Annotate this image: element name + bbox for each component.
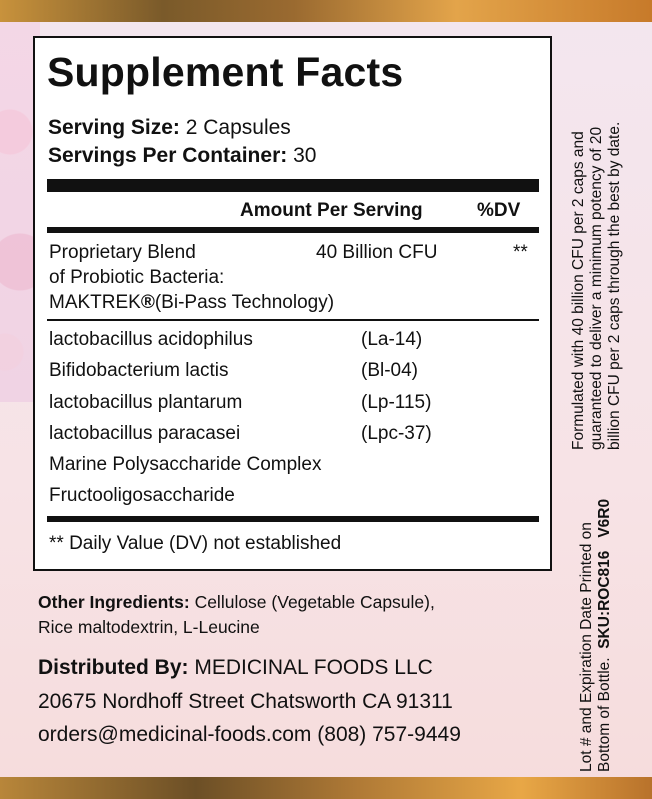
other-ingredients-text-2: Rice maltodextrin, L-Leucine xyxy=(38,617,260,638)
ingredient-code: (Bl-04) xyxy=(361,360,419,381)
ingredient-code: (Lpc-37) xyxy=(361,423,432,444)
blend-line-2: of Probiotic Bacteria: xyxy=(49,267,225,288)
distributor-phone: (808) 757-9449 xyxy=(317,723,461,746)
blend-line-3 xyxy=(49,293,334,314)
blend-amount: 40 Billion CFU xyxy=(316,242,438,263)
distributor-email: orders@medicinal-foods.com xyxy=(38,723,312,746)
top-gold-band xyxy=(0,0,652,22)
bottom-gold-band xyxy=(0,777,652,799)
brand-name: MAKTREK xyxy=(49,292,141,313)
other-ingredients-text: Cellulose (Vegetable Capsule), xyxy=(194,592,435,612)
divider-medium xyxy=(47,227,539,233)
other-ingredients-label: Other Ingredients: xyxy=(38,592,190,612)
potency-line: billion CFU per 2 caps through the best by date. xyxy=(605,121,623,450)
servings-per-container xyxy=(48,144,316,167)
ingredient-name: Marine Polysaccharide Complex xyxy=(49,454,322,475)
distributor-label: Distributed By: xyxy=(38,656,189,679)
lot-line xyxy=(596,499,614,772)
potency-line: guaranteed to deliver a minimum potency of 20 xyxy=(587,126,605,450)
potency-statement xyxy=(570,122,623,450)
sku-code: SKU:ROC816 xyxy=(595,550,613,649)
serving-size xyxy=(48,116,291,139)
servings-value: 30 xyxy=(293,144,317,167)
amount-header: Amount Per Serving xyxy=(240,200,423,221)
ingredient-code: (La-14) xyxy=(361,329,423,350)
supplement-facts-panel xyxy=(33,36,552,571)
distributor-contact xyxy=(38,723,461,746)
servings-label: Servings Per Container: xyxy=(48,144,288,167)
ingredient-name: Fructooligosaccharide xyxy=(49,485,235,506)
ingredient-name: lactobacillus paracasei xyxy=(49,423,241,444)
lot-line-text: Bottom of Bottle. xyxy=(595,657,613,772)
lot-statement xyxy=(578,499,614,772)
ingredient-code: (Lp-115) xyxy=(361,392,432,413)
other-ingredients xyxy=(38,590,558,641)
registered-mark: ® xyxy=(140,292,155,313)
serving-size-label: Serving Size: xyxy=(48,116,180,139)
blend-dv: ** xyxy=(513,242,528,263)
distributor-address: 20675 Nordhoff Street Chatsworth CA 91311 xyxy=(38,690,453,713)
divider-medium xyxy=(47,516,539,522)
blend-line-1: Proprietary Blend xyxy=(49,242,196,263)
divider-thick xyxy=(47,179,539,192)
distributor-name: MEDICINAL FOODS LLC xyxy=(194,656,433,679)
ingredient-name: Bifidobacterium lactis xyxy=(49,360,229,381)
distributor-line xyxy=(38,656,433,679)
potency-line: Formulated with 40 billion CFU per 2 caps and xyxy=(570,131,587,450)
daily-value-footnote: ** Daily Value (DV) not established xyxy=(49,533,342,554)
divider-thin xyxy=(47,319,539,321)
serving-size-value: 2 Capsules xyxy=(185,116,291,139)
ingredient-name: lactobacillus plantarum xyxy=(49,392,243,413)
dv-header: %DV xyxy=(477,200,521,221)
version-code: V6R0 xyxy=(595,498,613,538)
technology-text: (Bi-Pass Technology) xyxy=(154,292,335,313)
ingredient-name: lactobacillus acidophilus xyxy=(49,329,253,350)
panel-title: Supplement Facts xyxy=(47,49,404,95)
lot-line: Lot # and Expiration Date Printed on xyxy=(578,522,595,772)
